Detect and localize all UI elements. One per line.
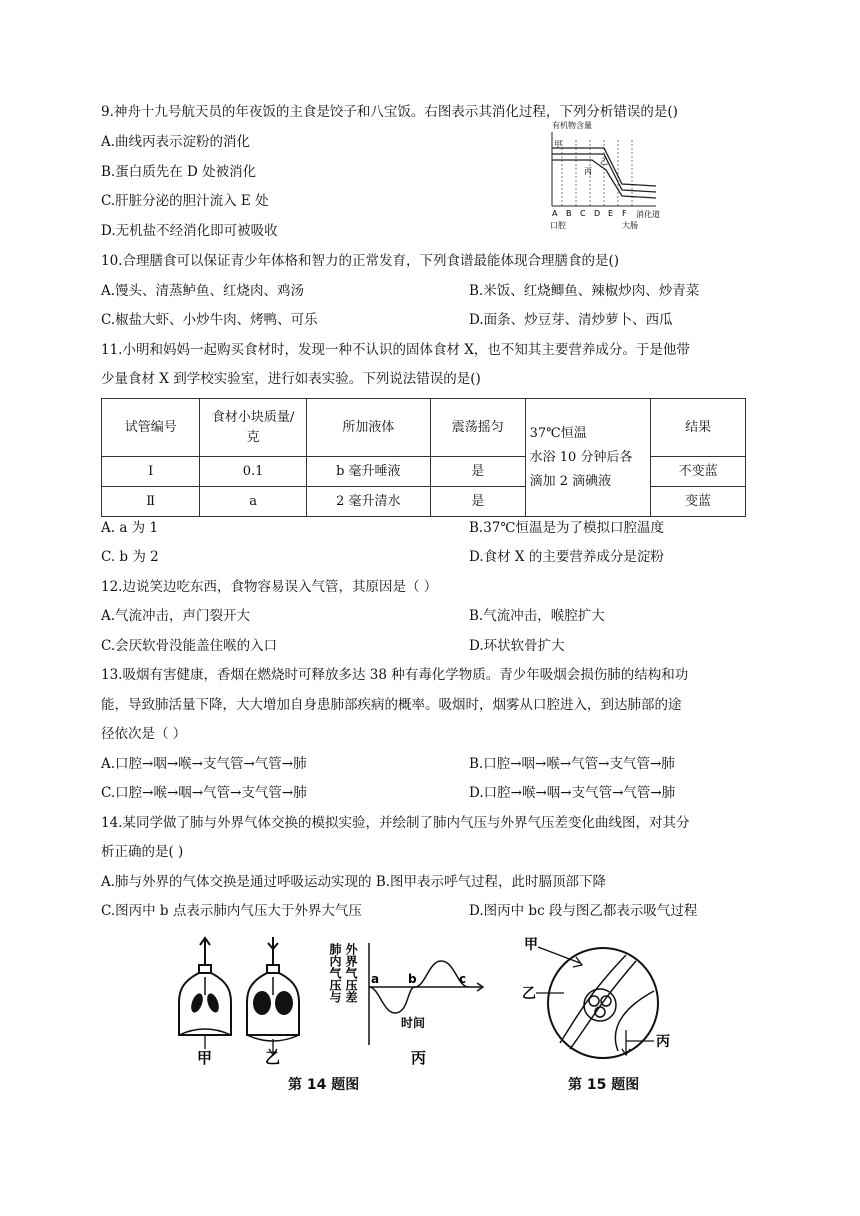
fig15-label-yi: 乙 (522, 986, 536, 1002)
q13-stem-line1: 13.吸烟有害健康，香烟在燃烧时可释放多达 38 种有毒化学物质。青少年吸烟会损伤肺的结构和功 (101, 667, 689, 683)
q9-stem: 9.神舟十九号航天员的年夜饭的主食是饺子和八宝饭。右图表示其消化过程，下列分析错误的是() (101, 104, 678, 120)
q9-option-b: B.蛋白质先在 D 处被消化 (101, 164, 257, 180)
q11-stem-line1: 11.小明和妈妈一起购买食材时，发现一种不认识的固体食材 X，也不知其主要营养成分。于是他带 (101, 342, 690, 358)
table-row: Ⅱ a 2 毫升清水 是 变蓝 (102, 487, 746, 517)
q11-stem-line2: 少量食材 X 到学校实验室，进行如表实验。下列说法错误的是() (101, 371, 481, 387)
q9-fig-ylabel: 有机物含量 (552, 121, 592, 130)
q9-option-a: A.曲线丙表示淀粉的消化 (101, 134, 251, 150)
q13-stem-line3: 径依次是（ ） (101, 726, 187, 742)
q9-curve-yi: 乙 (600, 157, 608, 166)
q14-stem-line2: 析正确的是( ) (101, 844, 184, 860)
fig14-caption: 第 14 题图 (288, 1077, 360, 1093)
fig14-point-b: b (408, 972, 417, 986)
q11-option-d: D.食材 X 的主要营养成分是淀粉 (469, 549, 664, 565)
q12-option-d: D.环状软骨扩大 (469, 638, 565, 654)
q14-option-d: D.图丙中 bc 段与图乙都表示吸气过程 (469, 903, 698, 919)
th-shake: 震荡摇匀 (430, 399, 525, 457)
q9-option-d: D.无机盐不经消化即可被吸收 (101, 223, 278, 239)
q11-option-b: B.37℃恒温是为了模拟口腔温度 (469, 520, 664, 536)
q9-letter-a: A (552, 209, 558, 218)
fig14-ylabel1: 肺内气压与 (328, 943, 342, 1003)
q14-option-ab: A.肺与外界的气体交换是通过呼吸运动实现的 B.图甲表示呼气过程，此时膈顶部下降 (101, 874, 607, 890)
q11-option-a: A. a 为 1 (101, 520, 159, 536)
th-mass: 食材小块质量/ 克 (200, 399, 306, 457)
q9-letter-f: F (622, 209, 627, 218)
q13-option-b: B.口腔→咽→喉→气管→支气管→肺 (469, 756, 675, 772)
fig15-label-jia: 甲 (524, 937, 538, 953)
th-liquid: 所加液体 (306, 399, 430, 457)
condition-cell: 37℃恒温 水浴 10 分钟后各 滴加 2 滴碘液 (525, 399, 651, 517)
q9-option-c: C.肝脏分泌的胆汁流入 E 处 (101, 193, 269, 209)
fig14-ylabel2: 外界气压差 (344, 943, 358, 1003)
q10-option-b: B.米饭、红烧鲫鱼、辣椒炒肉、炒青菜 (469, 283, 700, 299)
fig14-point-a: a (371, 972, 380, 986)
q11-option-c: C. b 为 2 (101, 549, 159, 565)
q10-option-d: D.面条、炒豆芽、清炒萝卜、西瓜 (469, 312, 673, 328)
th-result: 结果 (651, 399, 746, 457)
q9-fig-xlabel: 消化道 (636, 210, 660, 219)
fig14-label-yi: 乙 (265, 1049, 281, 1067)
fig15-caption: 第 15 题图 (568, 1077, 640, 1093)
q11-experiment-table (101, 398, 746, 517)
q9-letter-c: C (580, 209, 586, 218)
q13-option-a: A.口腔→咽→喉→支气管→气管→肺 (101, 756, 307, 772)
fig15-label-bing: 丙 (656, 1034, 670, 1050)
q9-letter-b: B (566, 209, 572, 218)
th-tube: 试管编号 (102, 399, 200, 457)
q12-option-b: B.气流冲击，喉腔扩大 (469, 608, 605, 624)
q10-stem: 10.合理膳食可以保证青少年体格和智力的正常发育，下列食谱最能体现合理膳食的是() (101, 253, 620, 269)
q12-option-a: A.气流冲击，声门裂开大 (101, 608, 251, 624)
q13-stem-line2: 能，导致肺活量下降，大大增加自身患肺部疾病的概率。吸烟时，烟雾从口腔进入，到达肺部的途 (101, 697, 682, 713)
q14-stem-line1: 14.某同学做了肺与外界气体交换的模拟实验，并绘制了肺内气压与外界气压差变化曲线图，对其分 (101, 815, 690, 831)
fig14-label-bing: 丙 (411, 1049, 427, 1067)
q9-letter-e: E (608, 209, 614, 218)
q9-fig-colon: 大肠 (622, 221, 638, 230)
q9-letter-d: D (594, 209, 601, 218)
q13-option-d: D.口腔→喉→咽→支气管→气管→肺 (469, 785, 676, 801)
q12-option-c: C.会厌软骨没能盖住喉的入口 (101, 638, 278, 654)
lungs-small (189, 992, 221, 1014)
table-row: Ⅰ 0.1 b 毫升唾液 是 不变蓝 (102, 457, 746, 487)
fig14-point-c: c (459, 972, 467, 986)
q9-curve-jia: 甲 (554, 140, 562, 149)
q9-digestion-figure (540, 120, 680, 232)
fig14-xlabel: 时间 (401, 1016, 426, 1030)
q10-option-c: C.椒盐大虾、小炒牛肉、烤鸭、可乐 (101, 312, 318, 328)
fig14-label-jia: 甲 (197, 1049, 213, 1067)
q10-option-a: A.馒头、清蒸鲈鱼、红烧肉、鸡汤 (101, 283, 305, 299)
q13-option-c: C.口腔→喉→咽→气管→支气管→肺 (101, 785, 307, 801)
fig15-alveolus (522, 935, 678, 1070)
q9-curve-bing: 丙 (584, 167, 592, 176)
q12-stem: 12.边说笑边吃东西，食物容易误入气管，其原因是（ ） (101, 579, 438, 595)
q9-fig-oral: 口腔 (550, 221, 566, 230)
fig14-lung-model (175, 935, 505, 1070)
q14-option-c: C.图丙中 b 点表示肺内气压大于外界大气压 (101, 903, 362, 919)
alveoli-cluster (584, 989, 616, 1021)
